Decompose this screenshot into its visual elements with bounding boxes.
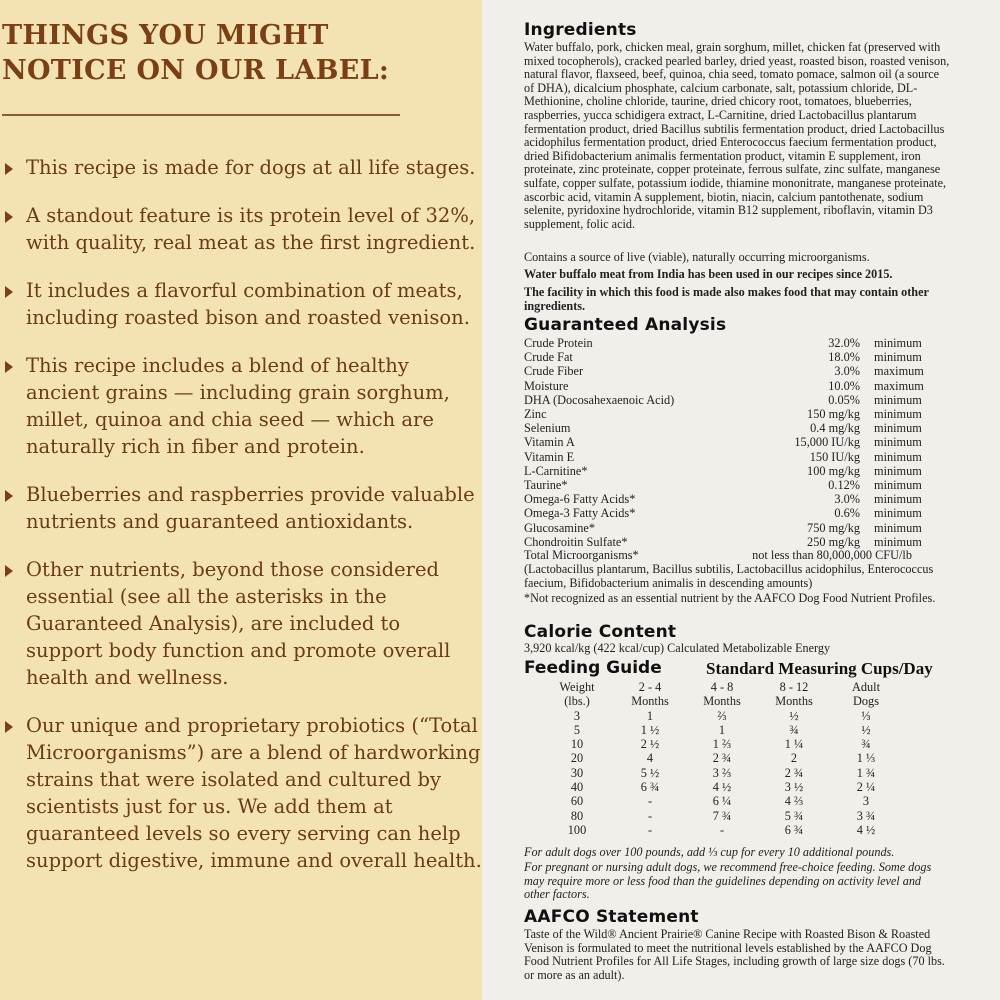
analysis-qualifier: minimum [874, 392, 922, 407]
feeding-cell: 3 [573, 708, 581, 723]
panel-title-line-2: NOTICE ON OUR LABEL: [2, 55, 390, 86]
analysis-value: 0.6% [834, 506, 860, 521]
highlight-item [0, 712, 482, 874]
feeding-cell: 2 ¼ [856, 780, 876, 795]
feeding-cell: 3 ½ [784, 780, 804, 795]
analysis-row [524, 393, 944, 407]
analysis-value: 0.05% [828, 392, 860, 407]
analysis-row [524, 478, 944, 492]
analysis-value: 250 mg/kg [807, 534, 860, 549]
feeding-cell: 40 [570, 780, 584, 795]
feeding-cell: 2 ¾ [784, 765, 804, 780]
analysis-nutrient: Crude Fat [524, 350, 573, 365]
feeding-cell: Months [703, 694, 741, 709]
analysis-nutrient: Vitamin A [524, 435, 575, 450]
feeding-cell: 1 [718, 722, 726, 737]
analysis-qualifier: minimum [874, 435, 922, 450]
feeding-row [540, 737, 902, 751]
feeding-cell: 5 ½ [640, 765, 660, 780]
analysis-qualifier: minimum [874, 463, 922, 478]
bullet-arrow-icon [5, 361, 13, 373]
feeding-cell: 8 - 12 [779, 680, 809, 694]
analysis-row-microorganisms [524, 548, 944, 562]
analysis-qualifier: maximum [874, 364, 924, 379]
feeding-row [540, 780, 902, 794]
highlight-text: Our unique and proprietary probiotics (“Total Microorganisms”) are a blend of hardworking strains that were isolated and cultured by scientists just for us. We add them at guaranteed levels so every serving can help support digestive, immune and overall health. [26, 714, 482, 872]
analysis-heading: Guaranteed Analysis [524, 315, 727, 335]
highlight-text: A standout feature is its protein level of 32%, with quality, real meat as the first ingredient. [26, 204, 476, 254]
feeding-header-row [540, 694, 902, 708]
feeding-cell: Months [775, 694, 813, 709]
analysis-value: not less than 80,000,000 CFU/lb [752, 548, 912, 562]
analysis-nutrient: Chondroitin Sulfate* [524, 534, 628, 549]
feeding-cell: 4 [646, 751, 654, 766]
analysis-value: 10.0% [828, 378, 860, 393]
bullet-arrow-icon [5, 721, 13, 733]
analysis-row [524, 535, 944, 549]
feeding-cell: 4 - 8 [710, 680, 734, 694]
feeding-cell: 5 [573, 722, 581, 737]
bullet-arrow-icon [5, 490, 13, 502]
feeding-cell: 2 ¾ [712, 751, 732, 766]
analysis-nutrient: Selenium [524, 421, 571, 436]
feeding-cell: 60 [570, 794, 584, 809]
feeding-cell: 3 ¾ [856, 808, 876, 823]
feeding-cell: ⅔ [717, 708, 727, 723]
analysis-row [524, 521, 944, 535]
nutrition-label-panel [482, 0, 1000, 1000]
analysis-value: 18.0% [828, 350, 860, 365]
analysis-qualifier: minimum [874, 449, 922, 464]
feeding-cell: Weight [559, 680, 595, 694]
analysis-row [524, 450, 944, 464]
bullet-arrow-icon [5, 163, 13, 175]
feeding-cell: 2 [790, 751, 798, 766]
highlight-item [0, 202, 482, 256]
analysis-value: 150 mg/kg [807, 407, 860, 421]
analysis-nutrient: Omega-6 Fatty Acids* [524, 492, 636, 507]
feeding-cell: Adult [851, 680, 880, 694]
feeding-cell: 1 ½ [640, 722, 660, 737]
analysis-value: 0.4 mg/kg [810, 421, 860, 436]
analysis-qualifier: minimum [874, 336, 922, 350]
feeding-cell: 10 [570, 737, 584, 752]
highlight-item [0, 277, 482, 331]
analysis-nutrient: Zinc [524, 407, 547, 421]
feeding-cell: - [647, 808, 653, 823]
feeding-cell: - [719, 822, 725, 837]
highlight-item [0, 352, 482, 460]
microorganism-strains: (Lactobacillus plantarum, Bacillus subtilis, Lactobacillus acidophilus, Enterococcus faecium, Bifidobacterium animalis in descending amounts) [524, 562, 934, 590]
feeding-cell: 6 ¾ [640, 780, 660, 795]
analysis-qualifier: minimum [874, 407, 922, 421]
analysis-nutrient: Crude Fiber [524, 364, 584, 379]
feeding-cell: 2 ½ [640, 737, 660, 752]
feeding-guide-header [524, 658, 964, 678]
feeding-cell: 1 ⅔ [712, 737, 732, 752]
calorie-text: 3,920 kcal/kg (422 kcal/cup) Calculated Metabolizable Energy [524, 641, 831, 655]
analysis-qualifier: minimum [874, 520, 922, 535]
sourcing-note: Water buffalo meat from India has been used in our recipes since 2015. [524, 267, 893, 281]
ingredients-text: Water buffalo, pork, chicken meal, grain sorghum, millet, chicken fat (preserved with mixed tocopherols), cracked pearled barley, dried yeast, roasted bison, roasted venison, natural flavor, flaxseed, beef, quinoa, chia seed, tomato pomace, salmon oil (a source of DHA), dicalcium phosphate, calcium carbonate, salt, potassium chloride, DL-Methionine, choline chloride, taurine, dried chicory root, tomatoes, blueberries, raspberries, yucca schidigera extract, L-Carnitine, dried Lactobacillus plantarum fermentation product, dried Bacillus subtilis fermentation product, dried Lactobacillus acidophilus fermentation product, dried Enterococcus faecium fermentation product, dried Bifidobacterium animalis fermentation product, vitamin E supplement, iron proteinate, zinc proteinate, copper proteinate, ferrous sulfate, zinc sulfate, manganese sulfate, copper sulfate, potassium iodide, thiamine mononitrate, manganese proteinate, ascorbic acid, vitamin A supplement, biotin, niacin, calcium pantothenate, sodium selenite, pyridoxine hydrochloride, vitamin B12 supplement, riboflavin, vitamin D3 supplement, folic acid. [524, 40, 950, 231]
facility-note: The facility in which this food is made also makes food that may contain other ingredients. [524, 285, 929, 313]
analysis-nutrient: Crude Protein [524, 336, 593, 350]
feeding-cell: 20 [570, 751, 584, 766]
highlight-text: This recipe is made for dogs at all life stages. [26, 156, 476, 179]
analysis-row [524, 350, 944, 364]
highlight-text: Other nutrients, beyond those considered essential (see all the asterisks in the Guaranteed Analysis), are included to support body function and promote overall health and wellness. [26, 558, 451, 689]
analysis-value: 0.12% [828, 478, 860, 492]
feeding-cell: 7 ¾ [712, 808, 732, 823]
analysis-row [524, 506, 944, 520]
feeding-cell: 1 [646, 708, 654, 723]
feeding-row [540, 751, 902, 765]
feeding-cell: 3 ⅔ [712, 765, 732, 780]
feeding-cell: (lbs.) [564, 694, 590, 709]
feeding-row [540, 766, 902, 780]
analysis-nutrient: Total Microorganisms* [524, 548, 639, 562]
feeding-cell: 4 ½ [856, 822, 876, 837]
analysis-value: 15,000 IU/kg [794, 435, 860, 450]
aafco-heading: AAFCO Statement [524, 907, 699, 927]
analysis-qualifier: maximum [874, 378, 924, 393]
feeding-cell: Months [631, 694, 669, 709]
feeding-cell: 4 ½ [712, 780, 732, 795]
analysis-qualifier: minimum [874, 478, 922, 492]
analysis-qualifier: minimum [874, 534, 922, 549]
highlight-item [0, 481, 482, 535]
bullet-arrow-icon [5, 565, 13, 577]
highlight-text: It includes a flavorful combination of meats, including roasted bison and roasted venison. [26, 279, 470, 329]
feeding-cell: 2 - 4 [638, 680, 662, 694]
feeding-note-large-dogs: For adult dogs over 100 pounds, add ⅓ cup for every 10 additional pounds. [524, 845, 895, 859]
analysis-qualifier: minimum [874, 421, 922, 436]
feeding-row [540, 823, 902, 837]
aafco-text: Taste of the Wild® Ancient Prairie® Canine Recipe with Roasted Bison & Roasted Venison is formulated to meet the nutritional levels established by the AAFCO Dog Food Nutrient Profiles for All Life Stages, including growth of large size dogs (70 lbs. or more as an adult). [524, 927, 945, 982]
feeding-cell: 5 ¾ [784, 808, 804, 823]
feeding-cell: 1 ⅓ [856, 751, 876, 766]
feeding-note-pregnant: For pregnant or nursing adult dogs, we recommend free-choice feeding. Some dogs may require more or less food than the guidelines depending on activity level and other factors. [524, 860, 932, 902]
bullet-arrow-icon [5, 211, 13, 223]
analysis-value: 32.0% [828, 336, 860, 350]
analysis-row [524, 435, 944, 449]
highlight-list [0, 154, 482, 895]
feeding-row [540, 794, 902, 808]
calorie-heading: Calorie Content [524, 622, 677, 642]
feeding-cell: 1 ¼ [784, 737, 804, 752]
analysis-value: 750 mg/kg [807, 520, 860, 535]
highlight-item [0, 154, 482, 181]
feeding-cell: - [647, 822, 653, 837]
feeding-cell: 6 ¾ [784, 822, 804, 837]
feeding-subheading: Standard Measuring Cups/Day [706, 659, 933, 678]
highlight-text: This recipe includes a blend of healthy ancient grains — including grain sorghum, millet, quinoa and chia seed — which are naturally rich in fiber and protein. [26, 354, 450, 458]
analysis-row [524, 421, 944, 435]
analysis-value: 150 IU/kg [809, 449, 860, 464]
analysis-qualifier: minimum [874, 506, 922, 521]
label-highlights-panel [0, 0, 482, 1000]
panel-title [2, 18, 472, 88]
analysis-footnote: *Not recognized as an essential nutrient by the AAFCO Dog Food Nutrient Profiles. [524, 591, 936, 605]
analysis-row [524, 407, 944, 421]
highlight-text: Blueberries and raspberries provide valuable nutrients and guaranteed antioxidants. [26, 483, 475, 533]
feeding-heading: Feeding Guide [524, 658, 662, 678]
title-divider [2, 114, 400, 116]
feeding-cell: 6 ¼ [712, 794, 732, 809]
panel-title-line-1: THINGS YOU MIGHT [2, 20, 329, 51]
live-culture-note: Contains a source of live (viable), naturally occurring microorganisms. [524, 250, 870, 264]
analysis-nutrient: DHA (Docosahexaenoic Acid) [524, 392, 675, 407]
analysis-qualifier: minimum [874, 350, 922, 365]
feeding-cell: 30 [570, 765, 584, 780]
feeding-cell: ⅓ [861, 708, 871, 723]
feeding-cell: 80 [570, 808, 584, 823]
analysis-row [524, 492, 944, 506]
feeding-row [540, 809, 902, 823]
analysis-row [524, 464, 944, 478]
bullet-arrow-icon [5, 286, 13, 298]
analysis-nutrient: Taurine* [524, 478, 568, 492]
analysis-row [524, 364, 944, 378]
analysis-value: 100 mg/kg [807, 463, 860, 478]
highlight-item [0, 556, 482, 691]
feeding-cell: ½ [861, 722, 871, 737]
feeding-row [540, 723, 902, 737]
analysis-nutrient: Glucosamine* [524, 520, 596, 535]
feeding-cell: - [647, 794, 653, 809]
analysis-row [524, 379, 944, 393]
analysis-qualifier: minimum [874, 492, 922, 507]
analysis-nutrient: Moisture [524, 378, 569, 393]
feeding-cell: Dogs [853, 694, 879, 709]
feeding-row [540, 709, 902, 723]
analysis-nutrient: L-Carnitine* [524, 463, 588, 478]
feeding-cell: 3 [862, 794, 870, 809]
feeding-cell: ¾ [789, 722, 799, 737]
ingredients-heading: Ingredients [524, 20, 637, 40]
analysis-nutrient: Vitamin E [524, 449, 575, 464]
feeding-table [540, 680, 902, 837]
feeding-cell: ½ [789, 708, 799, 723]
analysis-row [524, 336, 944, 350]
analysis-nutrient: Omega-3 Fatty Acids* [524, 506, 636, 521]
feeding-header-row [540, 680, 902, 694]
feeding-cell: 1 ¾ [856, 765, 876, 780]
analysis-value: 3.0% [834, 364, 860, 379]
feeding-cell: 100 [567, 822, 587, 837]
analysis-value: 3.0% [834, 492, 860, 507]
feeding-cell: 4 ⅔ [784, 794, 804, 809]
feeding-cell: ¾ [861, 737, 871, 752]
